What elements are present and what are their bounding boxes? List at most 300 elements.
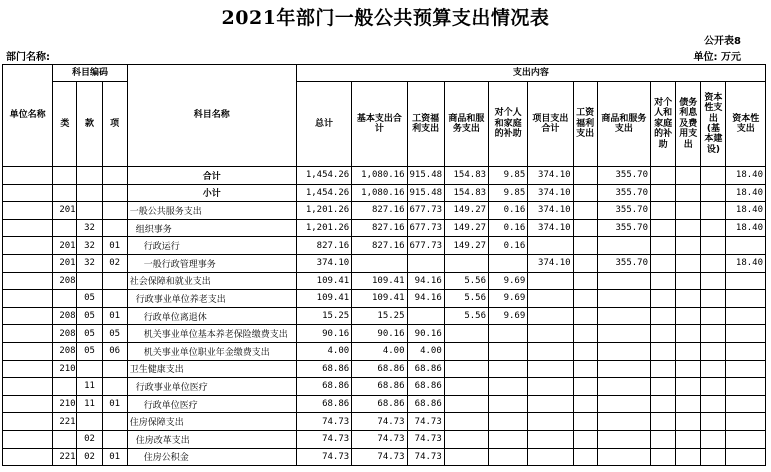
kuan-cell: 32 [77,219,102,237]
xiang-cell [102,219,127,237]
lei-cell: 208 [53,272,77,290]
project-total-cell [528,307,573,325]
total-cell: 1,454.26 [296,167,351,185]
project-goods-cell: 355.70 [597,254,650,272]
project-total-cell [528,272,573,290]
debt-cell [676,430,701,448]
debt-cell [676,237,701,255]
basic-total-cell: 827.16 [352,202,407,220]
header-project-goods: 商品和服务支出 [597,82,650,167]
subject-name-cell: 行政单位医疗 [127,395,296,413]
header-project-total: 项目支出合计 [528,82,573,167]
project-personal-cell [651,395,676,413]
project-wage-cell [573,307,597,325]
goods-cell [444,342,488,360]
kuan-cell [77,167,102,185]
wage-cell: 74.73 [407,430,444,448]
project-total-cell [528,290,573,308]
goods-cell: 5.56 [444,272,488,290]
unit-name-cell [3,325,53,343]
personal-cell [489,254,528,272]
unit-name-cell [3,430,53,448]
goods-cell [444,254,488,272]
unit-name-cell [3,360,53,378]
project-wage-cell [573,184,597,202]
header-capital: 资本性支出 [726,82,766,167]
header-project-wage: 工资福利支出 [573,82,597,167]
capital-cell [726,448,766,466]
wage-cell: 68.86 [407,360,444,378]
subject-name-cell: 住房公积金 [127,448,296,466]
unit-name-cell [3,167,53,185]
header-total: 总计 [296,82,351,167]
unit-name-cell [3,395,53,413]
project-goods-cell [597,448,650,466]
basic-total-cell: 74.73 [352,448,407,466]
capital-cell [726,378,766,396]
personal-cell: 9.85 [489,167,528,185]
lei-cell [53,184,77,202]
table-row [3,413,766,431]
wage-cell: 94.16 [407,272,444,290]
unit-name-cell [3,184,53,202]
capital-basic-cell [701,342,726,360]
basic-total-cell: 68.86 [352,395,407,413]
project-goods-cell [597,360,650,378]
kuan-cell: 02 [77,430,102,448]
table-row [3,254,766,272]
kuan-cell [77,184,102,202]
basic-total-cell: 109.41 [352,272,407,290]
xiang-cell [102,360,127,378]
total-cell: 74.73 [296,413,351,431]
table-row [3,272,766,290]
project-total-cell: 374.10 [528,254,573,272]
kuan-cell [77,360,102,378]
personal-cell [489,448,528,466]
xiang-cell [102,272,127,290]
goods-cell: 154.83 [444,167,488,185]
xiang-cell [102,430,127,448]
project-goods-cell: 355.70 [597,202,650,220]
personal-cell: 9.69 [489,272,528,290]
capital-cell: 18.40 [726,184,766,202]
capital-cell [726,342,766,360]
lei-cell [53,219,77,237]
unit-name-cell [3,202,53,220]
goods-cell [444,448,488,466]
basic-total-cell: 68.86 [352,378,407,396]
lei-cell [53,378,77,396]
basic-total-cell: 109.41 [352,290,407,308]
total-cell: 109.41 [296,290,351,308]
table-row [3,237,766,255]
kuan-cell: 11 [77,378,102,396]
total-cell: 74.73 [296,448,351,466]
wage-cell: 915.48 [407,184,444,202]
project-goods-cell: 355.70 [597,167,650,185]
unit-name-cell [3,219,53,237]
total-cell: 1,454.26 [296,184,351,202]
capital-cell [726,395,766,413]
project-total-cell [528,395,573,413]
table-row [3,219,766,237]
basic-total-cell [352,254,407,272]
total-cell: 68.86 [296,395,351,413]
header-goods: 商品和服务支出 [444,82,488,167]
project-wage-cell [573,448,597,466]
debt-cell [676,254,701,272]
debt-cell [676,325,701,343]
subject-name-cell: 住房改革支出 [127,430,296,448]
project-goods-cell [597,430,650,448]
debt-cell [676,290,701,308]
capital-cell [726,360,766,378]
basic-total-cell: 827.16 [352,237,407,255]
capital-basic-cell [701,378,726,396]
department-label: 部门名称: [6,52,50,63]
xiang-cell: 01 [102,448,127,466]
debt-cell [676,413,701,431]
xiang-cell: 01 [102,395,127,413]
project-total-cell [528,430,573,448]
debt-cell [676,448,701,466]
goods-cell: 5.56 [444,307,488,325]
capital-cell: 18.40 [726,167,766,185]
total-cell: 109.41 [296,272,351,290]
project-wage-cell [573,360,597,378]
project-total-cell [528,360,573,378]
goods-cell [444,430,488,448]
capital-cell [726,272,766,290]
project-personal-cell [651,167,676,185]
capital-basic-cell [701,219,726,237]
basic-total-cell: 1,080.16 [352,167,407,185]
kuan-cell [77,413,102,431]
header-personal: 对个人和家庭的补助 [489,82,528,167]
table-row [3,395,766,413]
project-wage-cell [573,395,597,413]
project-personal-cell [651,237,676,255]
unit-name-cell [3,448,53,466]
project-wage-cell [573,219,597,237]
capital-basic-cell [701,325,726,343]
project-wage-cell [573,290,597,308]
lei-cell: 210 [53,360,77,378]
capital-basic-cell [701,254,726,272]
project-personal-cell [651,184,676,202]
header-content: 支出内容 [296,65,765,82]
table-row [3,325,766,343]
project-personal-cell [651,219,676,237]
subject-name-cell: 一般行政管理事务 [127,254,296,272]
total-cell: 74.73 [296,430,351,448]
personal-cell: 0.16 [489,237,528,255]
xiang-cell [102,202,127,220]
table-row [3,360,766,378]
goods-cell [444,378,488,396]
project-personal-cell [651,448,676,466]
personal-cell [489,413,528,431]
project-wage-cell [573,237,597,255]
project-goods-cell: 355.70 [597,184,650,202]
lei-cell: 208 [53,342,77,360]
lei-cell: 201 [53,237,77,255]
wage-cell [407,254,444,272]
personal-cell: 9.69 [489,307,528,325]
unit-name-cell [3,290,53,308]
wage-cell: 94.16 [407,290,444,308]
project-goods-cell: 355.70 [597,219,650,237]
kuan-cell: 02 [77,448,102,466]
lei-cell: 208 [53,325,77,343]
project-goods-cell [597,325,650,343]
personal-cell: 0.16 [489,202,528,220]
basic-total-cell: 74.73 [352,413,407,431]
total-cell: 68.86 [296,378,351,396]
capital-cell: 18.40 [726,219,766,237]
header-wage: 工资福利支出 [407,82,444,167]
debt-cell [676,272,701,290]
personal-cell [489,360,528,378]
goods-cell: 149.27 [444,237,488,255]
debt-cell [676,360,701,378]
goods-cell [444,395,488,413]
goods-cell: 154.83 [444,184,488,202]
project-personal-cell [651,202,676,220]
subject-name-cell: 组织事务 [127,219,296,237]
debt-cell [676,219,701,237]
header-capital-basic: 资本性支出(基本建设) [701,82,726,167]
goods-cell [444,413,488,431]
goods-cell [444,325,488,343]
capital-cell [726,307,766,325]
kuan-cell [77,202,102,220]
capital-basic-cell [701,202,726,220]
total-cell: 4.00 [296,342,351,360]
xiang-cell [102,167,127,185]
wage-cell: 90.16 [407,325,444,343]
project-wage-cell [573,342,597,360]
header-xiang: 项 [102,82,127,167]
project-goods-cell [597,395,650,413]
project-goods-cell [597,307,650,325]
table-row [3,290,766,308]
project-personal-cell [651,430,676,448]
basic-total-cell: 1,080.16 [352,184,407,202]
lei-cell: 201 [53,202,77,220]
project-wage-cell [573,430,597,448]
debt-cell [676,167,701,185]
lei-cell: 221 [53,413,77,431]
unit-name-cell [3,237,53,255]
unit-label: 单位: 万元 [693,52,741,63]
expenditure-table [2,64,766,466]
wage-cell [407,307,444,325]
personal-cell: 9.85 [489,184,528,202]
wage-cell: 677.73 [407,202,444,220]
subject-name-cell: 社会保障和就业支出 [127,272,296,290]
goods-cell [444,360,488,378]
capital-basic-cell [701,307,726,325]
project-personal-cell [651,360,676,378]
total-cell: 1,201.26 [296,219,351,237]
capital-cell: 18.40 [726,202,766,220]
xiang-cell: 05 [102,325,127,343]
capital-basic-cell [701,395,726,413]
kuan-cell: 05 [77,325,102,343]
basic-total-cell: 4.00 [352,342,407,360]
header-basic-total: 基本支出合计 [352,82,407,167]
table-row [3,167,766,185]
capital-basic-cell [701,360,726,378]
capital-cell [726,413,766,431]
table-row [3,342,766,360]
total-cell: 68.86 [296,360,351,378]
project-wage-cell [573,167,597,185]
xiang-cell [102,290,127,308]
table-row [3,202,766,220]
table-row [3,448,766,466]
project-personal-cell [651,254,676,272]
capital-basic-cell [701,290,726,308]
wage-cell: 74.73 [407,413,444,431]
project-personal-cell [651,272,676,290]
total-cell: 90.16 [296,325,351,343]
project-goods-cell [597,413,650,431]
debt-cell [676,184,701,202]
header-project-personal: 对个人和家庭的补助 [651,82,676,167]
subject-name-cell: 住房保障支出 [127,413,296,431]
subject-name-cell: 行政事业单位医疗 [127,378,296,396]
capital-basic-cell [701,430,726,448]
header-debt: 债务利息及费用支出 [676,82,701,167]
project-total-cell [528,237,573,255]
table-number: 公开表8 [704,36,741,47]
xiang-cell [102,413,127,431]
personal-cell [489,342,528,360]
debt-cell [676,342,701,360]
unit-name-cell [3,413,53,431]
goods-cell: 149.27 [444,202,488,220]
subject-name-cell: 合计 [127,167,296,185]
subject-name-cell: 小计 [127,184,296,202]
project-goods-cell [597,237,650,255]
capital-basic-cell [701,237,726,255]
xiang-cell: 06 [102,342,127,360]
goods-cell: 149.27 [444,219,488,237]
project-total-cell: 374.10 [528,202,573,220]
project-personal-cell [651,325,676,343]
header-subject-code: 科目编码 [53,65,127,82]
table-row [3,307,766,325]
project-total-cell: 374.10 [528,167,573,185]
capital-basic-cell [701,448,726,466]
kuan-cell: 32 [77,237,102,255]
table-row [3,378,766,396]
lei-cell: 210 [53,395,77,413]
personal-cell [489,430,528,448]
wage-cell: 4.00 [407,342,444,360]
wage-cell: 677.73 [407,219,444,237]
xiang-cell: 02 [102,254,127,272]
project-goods-cell [597,342,650,360]
personal-cell: 0.16 [489,219,528,237]
project-wage-cell [573,272,597,290]
lei-cell [53,290,77,308]
project-total-cell [528,413,573,431]
project-total-cell [528,325,573,343]
debt-cell [676,378,701,396]
kuan-cell: 05 [77,307,102,325]
basic-total-cell: 90.16 [352,325,407,343]
capital-cell [726,290,766,308]
debt-cell [676,307,701,325]
debt-cell [676,202,701,220]
project-total-cell: 374.10 [528,219,573,237]
project-wage-cell [573,413,597,431]
debt-cell [676,395,701,413]
capital-cell [726,237,766,255]
project-total-cell [528,342,573,360]
wage-cell: 915.48 [407,167,444,185]
project-personal-cell [651,413,676,431]
capital-basic-cell [701,184,726,202]
personal-cell [489,325,528,343]
lei-cell [53,430,77,448]
project-personal-cell [651,290,676,308]
kuan-cell: 05 [77,290,102,308]
kuan-cell: 32 [77,254,102,272]
personal-cell: 9.69 [489,290,528,308]
lei-cell: 221 [53,448,77,466]
subject-name-cell: 一般公共服务支出 [127,202,296,220]
project-goods-cell [597,290,650,308]
table-row [3,184,766,202]
total-cell: 15.25 [296,307,351,325]
personal-cell [489,395,528,413]
capital-cell: 18.40 [726,254,766,272]
kuan-cell: 11 [77,395,102,413]
unit-name-cell [3,307,53,325]
table-row [3,430,766,448]
kuan-cell [77,272,102,290]
xiang-cell [102,378,127,396]
goods-cell: 5.56 [444,290,488,308]
project-total-cell [528,378,573,396]
wage-cell: 68.86 [407,378,444,396]
capital-basic-cell [701,413,726,431]
personal-cell [489,378,528,396]
header-subject-name: 科目名称 [127,65,296,167]
unit-name-cell [3,378,53,396]
project-personal-cell [651,307,676,325]
xiang-cell [102,184,127,202]
subject-name-cell: 行政事业单位养老支出 [127,290,296,308]
unit-name-cell [3,254,53,272]
basic-total-cell: 827.16 [352,219,407,237]
header-lei: 类 [53,82,77,167]
capital-basic-cell [701,167,726,185]
project-wage-cell [573,202,597,220]
capital-cell [726,325,766,343]
project-personal-cell [651,378,676,396]
lei-cell [53,167,77,185]
project-goods-cell [597,378,650,396]
subject-name-cell: 行政运行 [127,237,296,255]
capital-cell [726,430,766,448]
project-wage-cell [573,254,597,272]
